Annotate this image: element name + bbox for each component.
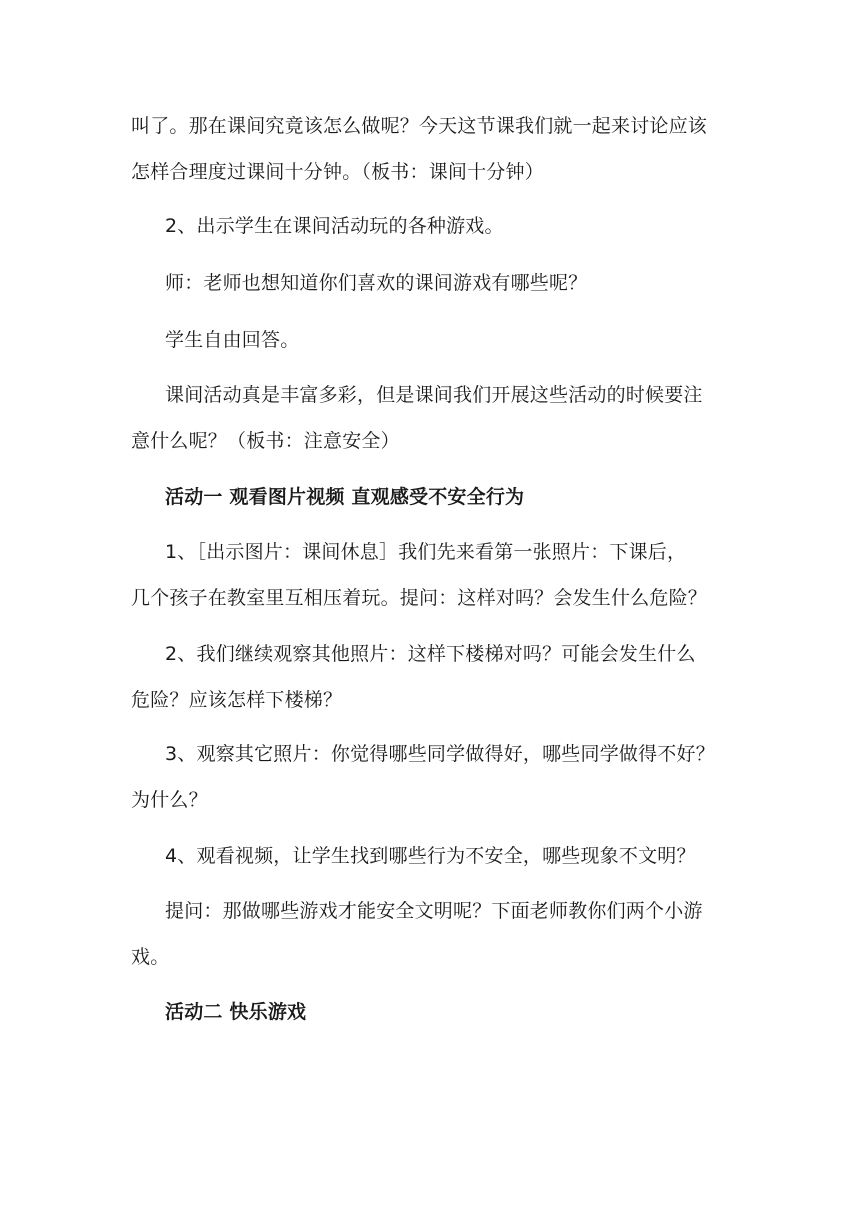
paragraph-line: 几个孩子在教室里互相压着玩。提问：这样对吗？会发生什么危险？ — [131, 587, 708, 609]
paragraph: 2、出示学生在课间活动玩的各种游戏。 — [165, 215, 504, 237]
paragraph: 4、观看视频，让学生找到哪些行为不安全，哪些现象不文明？ — [165, 845, 696, 867]
section-heading: 活动一 观看图片视频 直观感受不安全行为 — [165, 486, 525, 508]
paragraph-line: 叫了。那在课间究竟该怎么做呢？今天这节课我们就一起来讨论应该 — [131, 115, 708, 137]
paragraph-line: 戏。 — [131, 946, 170, 968]
paragraph-line: 1、［出示图片：课间休息］我们先来看第一张照片：下课后， — [165, 541, 687, 563]
paragraph-line: 怎样合理度过课间十分钟。（板书：课间十分钟） — [131, 161, 544, 183]
paragraph-line: 提问：那做哪些游戏才能安全文明呢？下面老师教你们两个小游 — [165, 900, 703, 922]
paragraph-line: 意什么呢？（板书：注意安全） — [131, 430, 400, 452]
paragraph-line: 为什么？ — [131, 789, 208, 811]
paragraph-line: 危险？应该怎样下楼梯？ — [131, 689, 343, 711]
paragraph-line: 课间活动真是丰富多彩，但是课间我们开展这些活动的时候要注 — [165, 384, 703, 406]
paragraph: 师：老师也想知道你们喜欢的课间游戏有哪些呢？ — [165, 272, 588, 294]
paragraph-line: 3、观察其它照片：你觉得哪些同学做得好，哪些同学做得不好？ — [165, 743, 715, 765]
paragraph: 学生自由回答。 — [165, 329, 300, 351]
section-heading: 活动二 快乐游戏 — [165, 1001, 307, 1023]
paragraph-line: 2、我们继续观察其他照片：这样下楼梯对吗？可能会发生什么 — [165, 643, 696, 665]
